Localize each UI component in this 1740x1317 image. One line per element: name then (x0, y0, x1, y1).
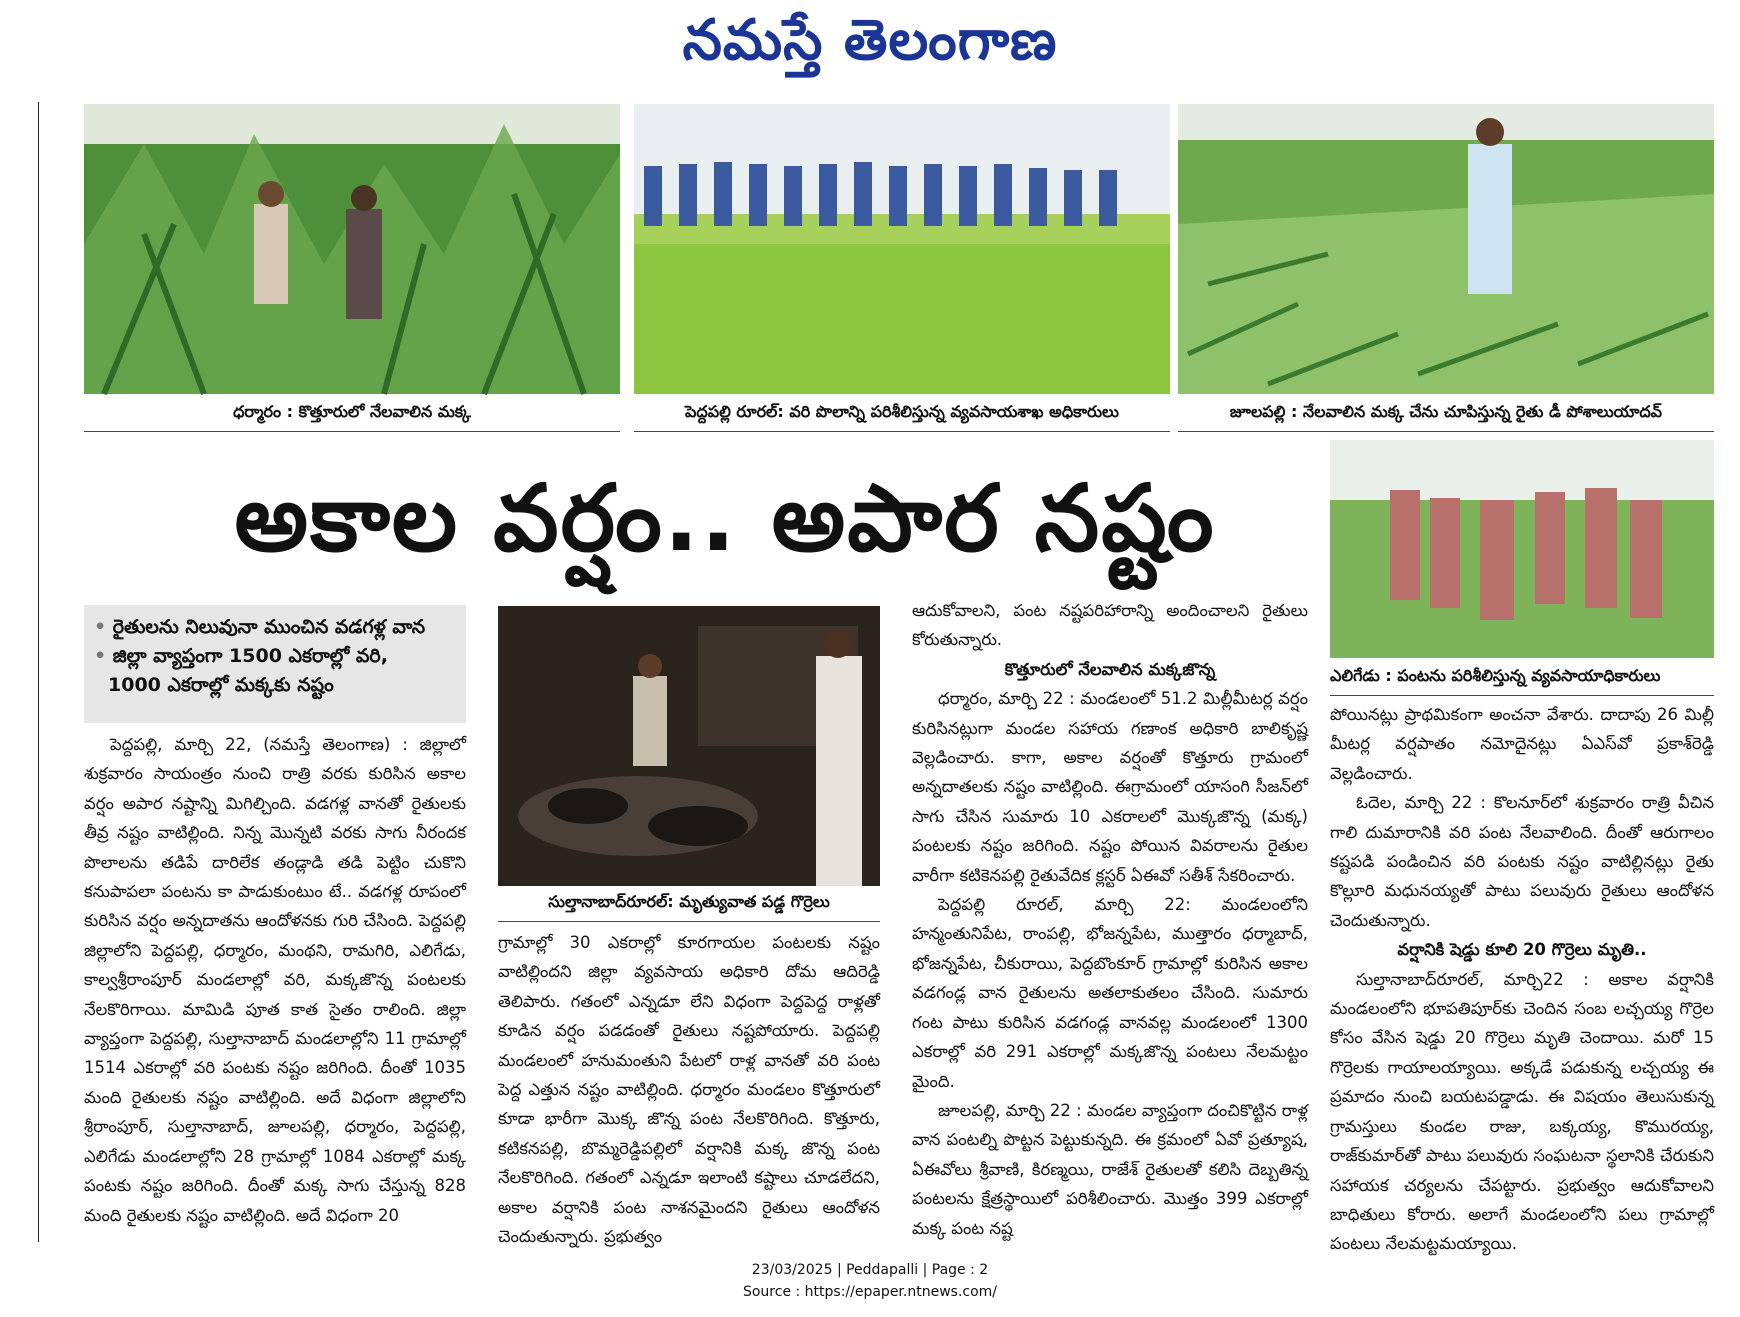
subheading: వర్షానికి షెడ్డు కూలి 20 గొర్రెలు మృతి.. (1397, 940, 1647, 960)
highlight-item: • రైతులను నిలువునా ముంచిన వడగళ్ల వాన (94, 616, 426, 638)
subheading: కొత్తూరులో నేలవాలిన మక్కజొన్న (1004, 659, 1216, 679)
headline: అకాల వర్షం.. అపార నష్టం (234, 465, 1216, 572)
photo-officials-paddy-field (634, 104, 1170, 394)
article-paragraph: పోయినట్లు ప్రాథమికంగా అంచనా వేశారు. దాదాపు 26 మిల్లీ మీటర్ల వర్షపాతం నమోదైనట్లు ఏఎస్‌వో ప్రకాశ్‌రెడ్డి వెల్లడించారు. (1330, 705, 1714, 783)
footer-date-page: 23/03/2025 | Peddapalli | Page : 2 (751, 1262, 989, 1278)
article-column-3 (912, 596, 1308, 1236)
article-paragraph: ఆదుకోవాలని, పంట నష్టపరిహారాన్ని అందించాలని రైతులు కోరుతున్నారు. (912, 601, 1308, 650)
photo2-caption: పెద్దపల్లి రూరల్: వరి పొలాన్ని పరిశీలిస్తున్న వ్యవసాయశాఖ అధికారులు (634, 402, 1170, 432)
article-column-4 (1330, 700, 1714, 1254)
photo3-caption: జూలపల్లి : నేలవాలిన మక్క చేను చూపిస్తున్న రైతు డీ పోశాలుయాదవ్ (1178, 402, 1714, 432)
article-paragraph: ధర్మారం, మార్చి 22 : మండలంలో 51.2 మిల్లీమీటర్ల వర్షం కురిసినట్లుగా మండల సహాయ గణాంక అధికారి బాలికృష్ణ వెల్లడించారు. కాగా, అకాల వర్షంతో కొత్తూరు గ్రామంలో అన్నదాతలకు నష్టం వాటిల్లింది. ఈగ్రామంలో యాసంగి సీజన్‌లో సాగు చేసిన సుమారు 10 ఎకరాలలో మొక్కజొన్న (మక్క) పంటలకు నష్టం జరిగింది. నష్టం పోయిన వివరాలను రైతుల వారీగా కటికెనపల్లి రైతువేదిక క్లస్టర్ ఏఈవో సతీశ్ సేకరించారు. (912, 689, 1308, 885)
photo-corn-field-kothur (84, 104, 620, 394)
article-paragraph: జూలపల్లి, మార్చి 22 : మండల వ్యాప్తంగా దంచికొట్టిన రాళ్ల వాన పంటల్ని పొట్టన పెట్టుకున్నది. ఈ క్రమంలో ఏవో ప్రత్యూష, ఏఈవోలు శ్రీవాణి, కిరణ్మయి, రాజేశ్ రైతులతో కలిసి దెబ్బతిన్న పంటలను క్షేత్రస్థాయిలో పరిశీలించారు. మొత్తం 399 ఎకరాల్లో మక్క పంట నష్ట (912, 1100, 1308, 1238)
article-paragraph: సుల్తానాబాద్‌రూరల్, మార్చి22 : అకాల వర్షానికి మండలంలోని భూపతిపూర్‌కు చెందిన సంబ లచ్చయ్య గొర్రెల కోసం వేసిన షెడ్డు 20 గొర్రెలు మృతి చెందాయి. మరో 15 గొర్రెలకు గాయాలయ్యాయి. అక్కడే పడుకున్న లచ్చయ్య ఈ ప్రమాదం నుంచి బయటపడ్డాడు. ఈ విషయం తెలుసుకున్న గ్రామస్తులు కుండల రాజు, బక్కయ్య, కొమురయ్య, రాజ్‌కుమార్‌తో పాటు పలువురు సంఘటనా స్థలానికి చేరుకుని సహాయక చర్యలను చేపట్టారు. ప్రభుత్వం ఆదుకోవాలని బాధితులు కోరారు. అలాగే మండలంలోని పలు గ్రామాల్లో పంటలు నేలమట్టమయ్యాయి. (1330, 969, 1714, 1254)
photo5-caption: ఎలిగేడు : పంటను పరిశీలిస్తున్న వ్యవసాయాధికారులు (1330, 666, 1714, 696)
highlight-item: • జిల్లా వ్యాప్తంగా 1500 ఎకరాల్లో వరి, (94, 645, 388, 667)
article-paragraph: పెద్దపల్లి రూరల్, మార్చి 22: మండలంలోని హన్మంతునిపేట, రాంపల్లి, భోజన్నపేట, ముత్తారం ధర్మాబాద్, భోజన్నపేట, చీకురాయి, పెద్దబొంకూర్ గ్రామాల్లో కురిసిన అకాల వడగండ్ల వాన రైతులను అతలాకుతలం చేసింది. సుమారు గంట పాటు కురిసిన వడగండ్ల వానవల్ల మండలంలో 1300 ఎకరాల్లో వరి 291 ఎకరాల్లో మక్కజొన్న పంటలు నేలమట్టం మైంది. (912, 895, 1308, 1091)
photo1-caption: ధర్మారం : కొత్తూరులో నేలవాలిన మక్క (84, 402, 620, 432)
article-column-1 (84, 730, 466, 1234)
photo4-caption: సుల్తానాబాద్‌రూరల్: మృత్యువాత పడ్డ గొర్రెలు (498, 892, 880, 922)
photo-flattened-corn-farmer (1178, 104, 1714, 394)
photo-officials-corn-field (1330, 440, 1714, 658)
highlights-box (84, 605, 466, 723)
highlight-item: 1000 ఎకరాల్లో మక్కకు నష్టం (108, 674, 334, 696)
article-column-2 (498, 928, 880, 1247)
article-paragraph: పెద్దపల్లి, మార్చి 22, (నమస్తే తెలంగాణ) : జిల్లాలో శుక్రవారం సాయంత్రం నుంచి రాత్రి వరకు కురిసిన అకాల వర్షం అపార నష్టాన్ని మిగిల్చింది. వడగళ్ల వానతో రైతులకు తీవ్ర నష్టం వాటిల్లింది. నిన్న మొన్నటి వరకు సాగు నీరందక పొలాలను తడిపే దారిలేక తండ్లాడి తడి పెట్టిం చుకొని కనుపాపలా పంటను కా పాడుకుంటుం టే.. వడగళ్ల రూపంలో కురిసిన వర్షం అన్నదాతను ఆందోళనకు గురి చేసింది. పెద్దపల్లి జిల్లాలోని పెద్దపల్లి, ధర్మారం, మంథని, రామగిరి, ఎలిగేడు, కాల్వశ్రీరాంపూర్ మండలాల్లో వరి, మక్కజొన్న పంటలకు నేలకొరిగాయి. మామిడి పూత కాత సైతం రాలింది. జిల్లా వ్యాప్తంగా పెద్దపల్లి, సుల్తానాబాద్ మండలాల్లోని 11 గ్రామాల్లో 1514 ఎకరాల్లో వరి పంటకు నష్టం జరిగింది. దీంతో 1035 మంది రైతులకు నష్టం వాటిల్లింది. అదే విధంగా జిల్లాలోని శ్రీరాంపూర్, సుల్తానాబాద్, జూలపల్లి, ధర్మారం, పెద్దపల్లి, ఎలిగేడు మండలాల్లోని 28 గ్రామాల్లో 1084 ఎకరాల్లో మక్క పంటకు నష్టం జరిగింది. దీంతో మక్క సాగు చేస్తున్న 828 మంది రైతులకు నష్టం వాటిల్లింది. అదే విధంగా 20 (84, 735, 466, 1225)
left-margin-rule (38, 102, 39, 1242)
footer-source-link[interactable]: Source : https://epaper.ntnews.com/ (742, 1284, 998, 1300)
article-paragraph: గ్రామాల్లో 30 ఎకరాల్లో కూరగాయల పంటలకు నష్టం వాటిల్లిందని జిల్లా వ్యవసాయ అధికారి దోమ ఆదిరెడ్డి తెలిపారు. గతంలో ఎన్నడూ లేని విధంగా పెద్దపెద్ద రాళ్లతో కూడిన వర్షం పడడంతో రైతులు నష్టపోయారు. పెద్దపల్లి మండలంలో హనుమంతుని పేటలో రాళ్ల వానతో వరి పంట పెద్ద ఎత్తున నష్టం వాటిల్లింది. ధర్మారం మండలం కొత్తూరులో కూడా భారీగా మొక్క జొన్న పంట నేలకొరిగింది. కొత్తూరు, కటికనపల్లి, బొమ్మరెడ్డిపల్లిలో వర్షానికి మక్క జొన్న పంట నేలకొరిగింది. గతంలో ఎన్నడూ ఇలాంటి కష్టాలు చూడలేదని, అకాల వర్షానికి పంట నాశనమైందని రైతులు ఆందోళన చెందుతున్నారు. ప్రభుత్వం (498, 933, 880, 1247)
masthead-logo: నమస్తే తెలంగాణ (682, 8, 1058, 73)
photo-dead-sheep-shed (498, 606, 880, 886)
article-paragraph: ఓదెల, మార్చి 22 : కొలనూర్‌లో శుక్రవారం రాత్రి వీచిన గాలి దుమారానికి వరి పంట నేలవాలింది. దీంతో ఆరుగాలం కష్టపడి పండించిన వరి పంటకు నష్టం వాటిల్లినట్లు రైతు కొల్లూరి మధునయ్యతో పాటు పలువురు రైతులు ఆందోళన చెందుతున్నారు. (1330, 793, 1714, 930)
